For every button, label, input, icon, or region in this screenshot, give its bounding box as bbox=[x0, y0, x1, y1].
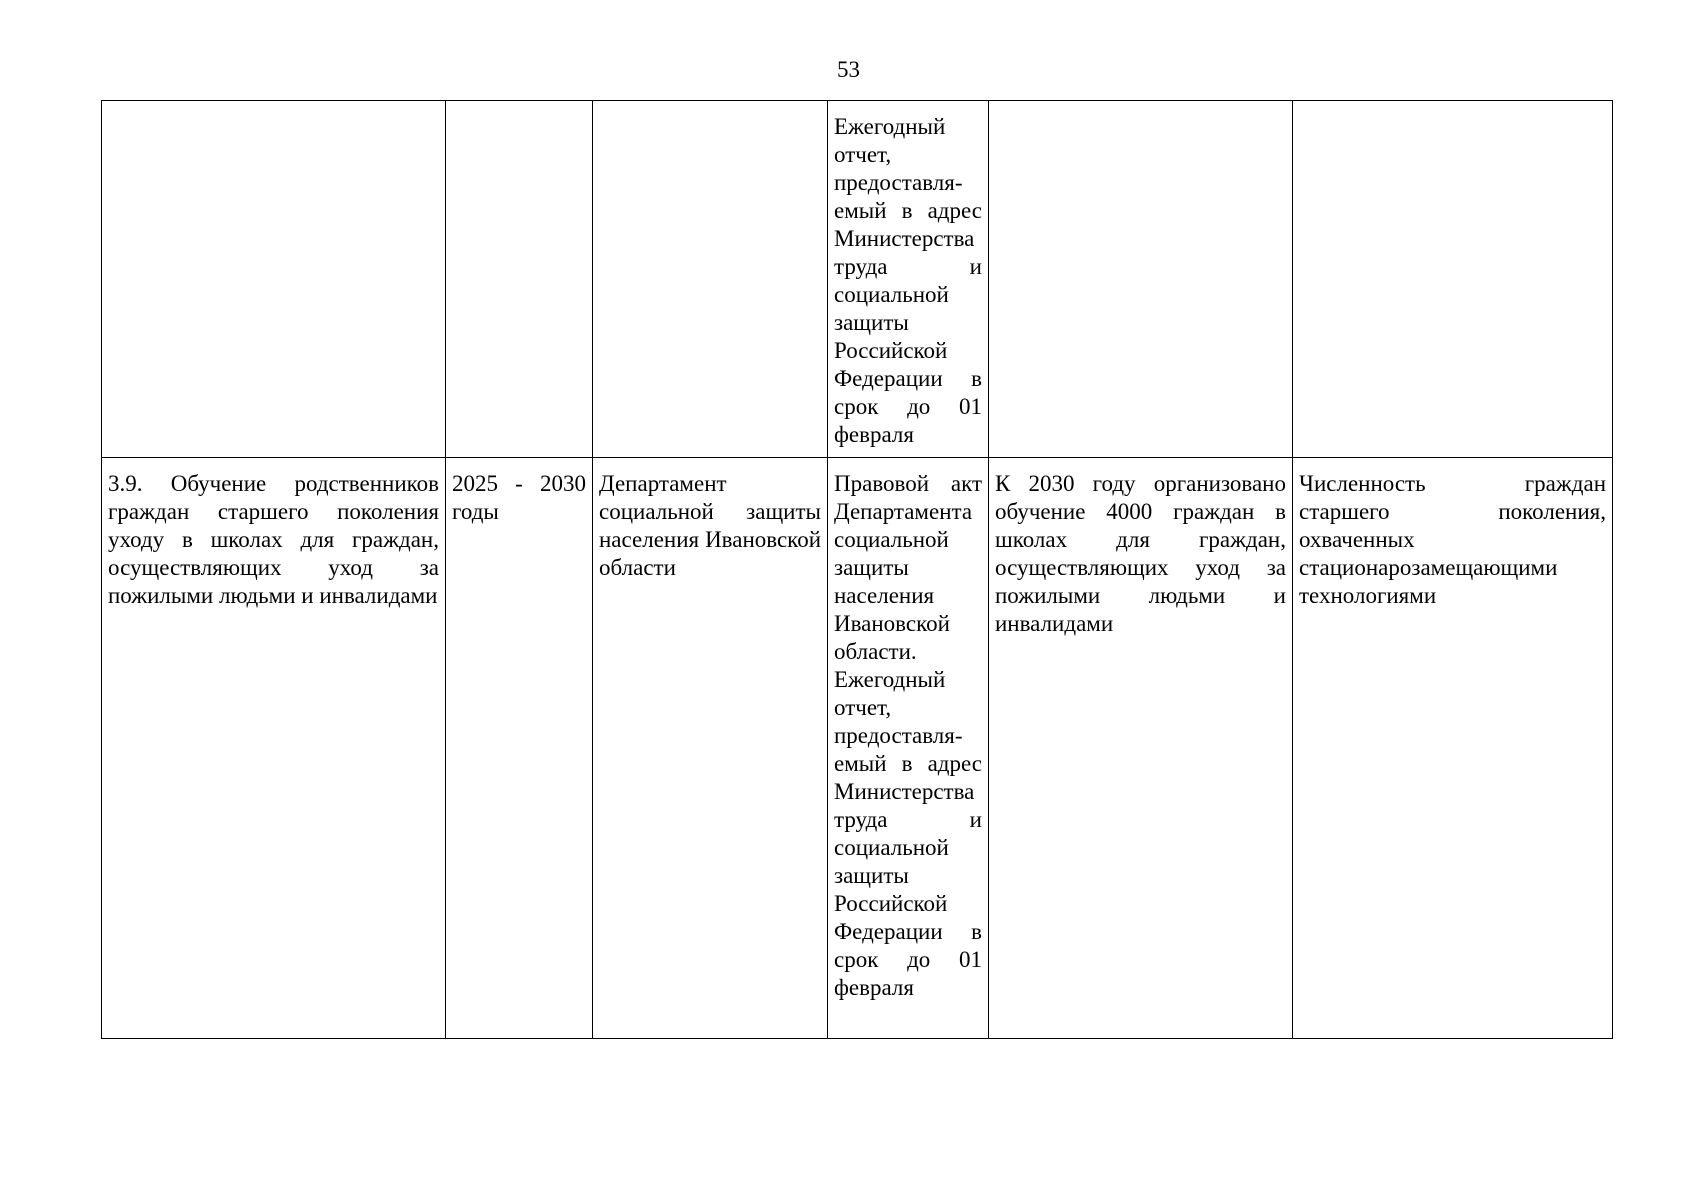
table-cell-document-cont: Ежегодный отчет, предоставля-емый в адрес Министерства труда и социальной защиты Российской Федерации в срок до 01 февраля bbox=[828, 101, 989, 458]
table-row-continuation bbox=[102, 101, 1613, 458]
table-cell-responsible: Департамент социальной защиты населения Ивановской области bbox=[593, 458, 828, 1039]
table-cell-measure-cont bbox=[102, 101, 446, 458]
table-cell-result: К 2030 году организовано обучение 4000 граждан в школах для граждан, осуществляющих уход за пожилыми людьми и инвалидами bbox=[989, 458, 1293, 1039]
document-table bbox=[101, 100, 1613, 1039]
table-cell-result-cont bbox=[989, 101, 1293, 458]
table-row-3-9 bbox=[102, 458, 1613, 1039]
table-cell-indicator: Численность граждан старшего поколения, охваченных стационарозамещающими технологиями bbox=[1293, 458, 1613, 1039]
table-cell-period: 2025 - 2030 годы bbox=[446, 458, 593, 1039]
table-cell-indicator-cont bbox=[1293, 101, 1613, 458]
table-cell-period-cont bbox=[446, 101, 593, 458]
page-number: 53 bbox=[837, 57, 860, 82]
table-cell-document: Правовой акт Департамента социальной защиты населения Ивановской области. Ежегодный отчет, предоставля-емый в адрес Министерства труда и социальной защиты Российской Федерации в срок до 01 февраля bbox=[828, 458, 989, 1039]
table-cell-measure: 3.9. Обучение родственников граждан старшего поколения уходу в школах для граждан, осуществляющих уход за пожилыми людьми и инвалидами bbox=[102, 458, 446, 1039]
table-cell-responsible-cont bbox=[593, 101, 828, 458]
